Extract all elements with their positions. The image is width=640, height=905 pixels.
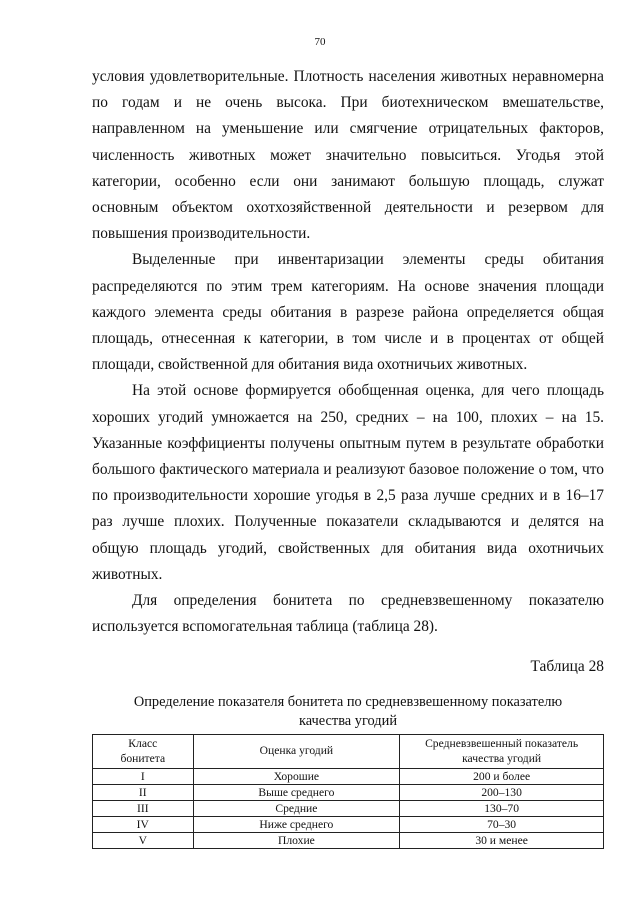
header-class-line-2: бонитета: [120, 751, 166, 765]
cell-class: I: [93, 769, 194, 785]
body-text: [92, 64, 604, 640]
table-title-line-1: Определение показателя бонитета по средневзвешенному показателю: [133, 694, 563, 710]
table-label: Таблица 28: [530, 658, 604, 675]
cell-rating: Средние: [193, 801, 400, 817]
table-row: [93, 785, 604, 801]
cell-value: 200 и более: [400, 769, 604, 785]
table-header-row: [93, 735, 604, 769]
cell-class: II: [93, 785, 194, 801]
header-rating: Оценка угодий: [193, 735, 400, 769]
paragraph-table-reference: Для определения бонитета по средневзвешенному показателю используется вспомогательная таблица (таблица 28).: [92, 592, 604, 636]
paragraph-categories: Выделенные при инвентаризации элементы среды обитания распределяются по этим трем категориям. На основе значения площади каждого элемента среды обитания в разрезе района определяется общая площадь, отнесенная к категории, в том числе и в процентах от общей площади, свойственной для обитания вида охотничьих животных.: [92, 251, 604, 374]
header-weighted-value-line-2: качества угодий: [462, 751, 542, 765]
table-title: [92, 693, 604, 731]
header-weighted-value: [400, 735, 604, 769]
cell-rating: Выше среднего: [193, 785, 400, 801]
cell-class: V: [93, 833, 194, 849]
cell-value: 70–30: [400, 817, 604, 833]
bonitet-table: [92, 734, 604, 849]
cell-class: III: [93, 801, 194, 817]
cell-class: IV: [93, 817, 194, 833]
table-row: [93, 817, 604, 833]
cell-value: 200–130: [400, 785, 604, 801]
table-row: [93, 801, 604, 817]
cell-rating: Плохие: [193, 833, 400, 849]
header-weighted-value-line-1: Средневзвешенный показатель: [425, 737, 579, 750]
table-title-line-2: качества угодий: [298, 713, 398, 729]
cell-value: 30 и менее: [400, 833, 604, 849]
cell-rating: Хорошие: [193, 769, 400, 785]
table-row: [93, 833, 604, 849]
header-class: [93, 735, 194, 769]
header-class-line-1: Класс: [128, 737, 158, 750]
cell-rating: Ниже среднего: [193, 817, 400, 833]
page-number: 70: [314, 36, 326, 48]
paragraph-continuation: условия удовлетворительные. Плотность населения животных неравномерна по годам и не очень высока. При биотехническом вмешательстве, направленном на уменьшение или смягчение отрицательных факторов, численность животных может значительно повыситься. Угодья этой категории, особенно если они занимают большую площадь, служат основным объектом охотхозяйственной деятельности и резервом для повышения производительности.: [92, 68, 604, 243]
table-row: [93, 769, 604, 785]
paragraph-weighted-score: На этой основе формируется обобщенная оценка, для чего площадь хороших угодий умножается на 250, средних – на 100, плохих – на 15. Указанные коэффициенты получены опытным путем в результате обработки большого фактического материала и реализуют базовое положение о том, что по производительности хорошие угодья в 2,5 раза лучше средних и в 16–17 раз лучше плохих. Полученные показатели складываются и делятся на общую площадь угодий, свойственных для обитания вида охотничьих животных.: [92, 382, 604, 583]
cell-value: 130–70: [400, 801, 604, 817]
